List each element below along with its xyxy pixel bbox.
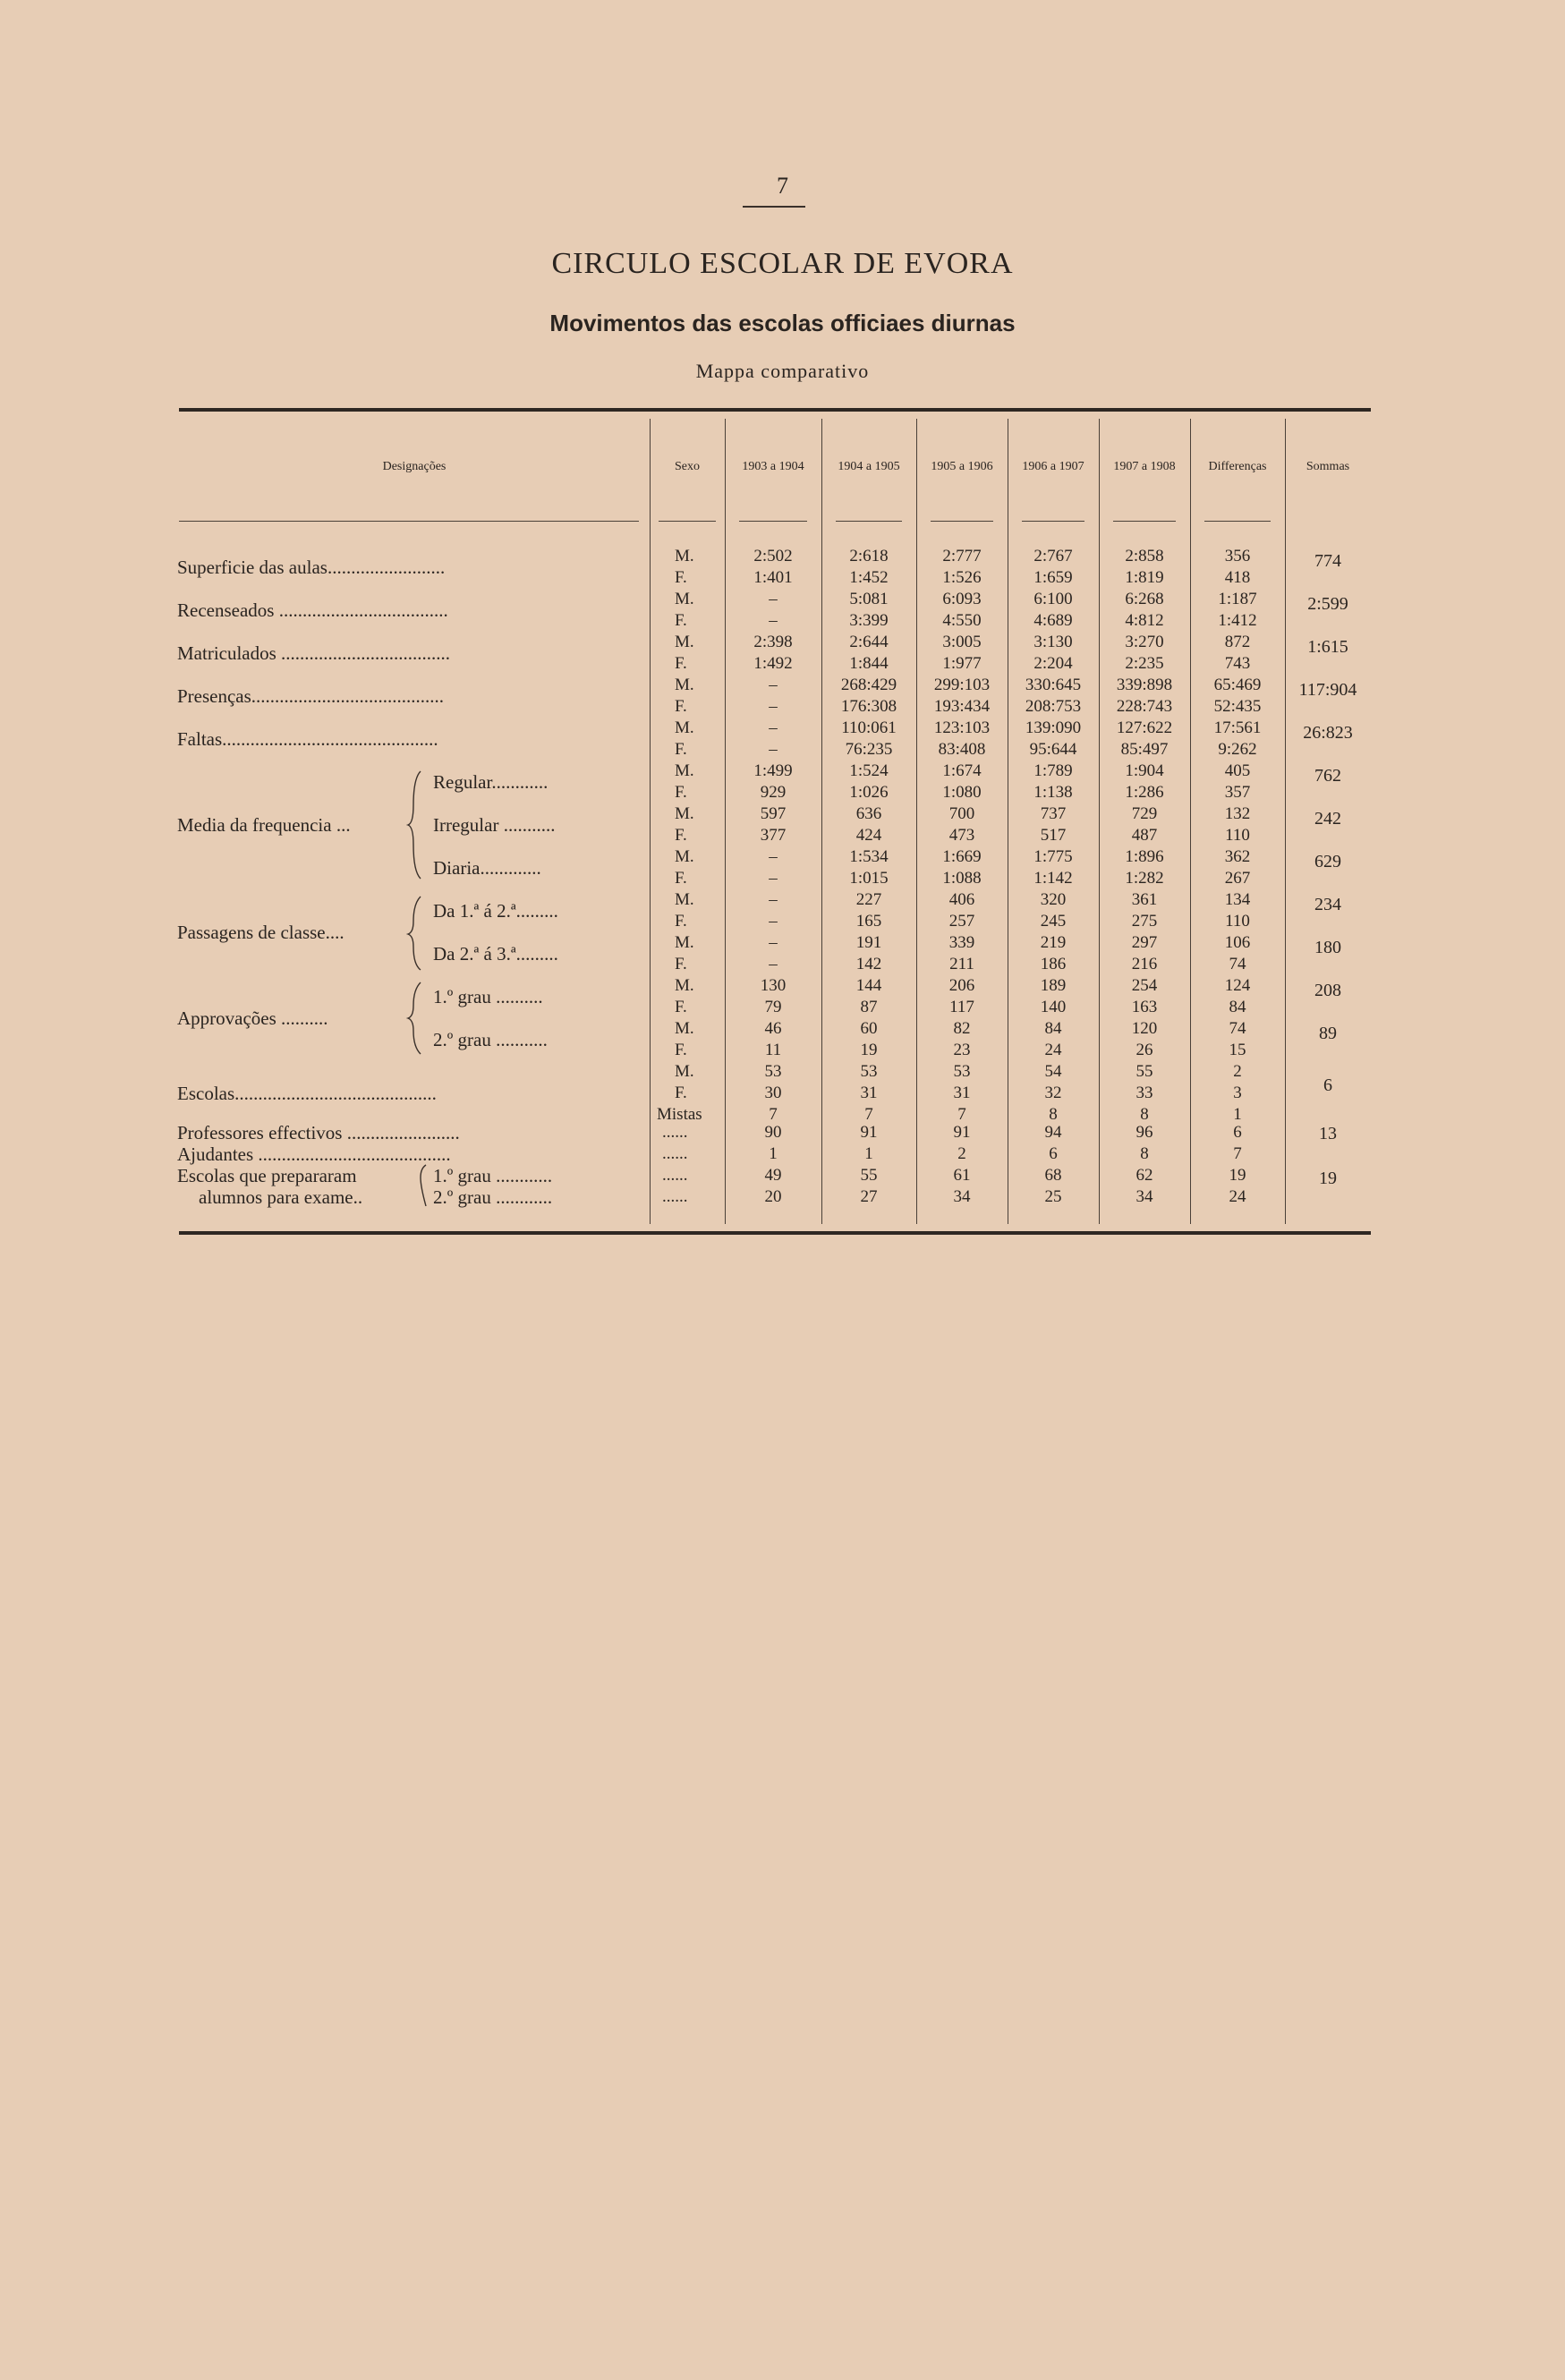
table-cell: 191 [855, 933, 882, 952]
somma-cell: 1:615 [1307, 637, 1348, 657]
difference-cell: 74 [1229, 955, 1246, 973]
table-cell: 2:618 [849, 547, 889, 565]
table-cell: 257 [948, 912, 975, 931]
table-cell: 1:896 [1125, 847, 1164, 866]
sex-cell: F. [675, 912, 687, 931]
row-label-professores: Professores effectivos ........................ [177, 1122, 460, 1143]
table-cell: 2:644 [849, 633, 889, 651]
table-cell: 55 [1135, 1062, 1153, 1081]
table-caption: Mappa comparativo [695, 360, 870, 382]
table-cell: 79 [764, 998, 782, 1016]
somma-cell: 117:904 [1298, 680, 1357, 700]
sex-cell: F. [675, 1084, 687, 1102]
table-cell: 7 [769, 1105, 778, 1124]
somma-cell: 26:823 [1303, 723, 1353, 743]
table-cell: 91 [953, 1123, 971, 1142]
table-cell: 299:103 [933, 676, 991, 694]
table-cell: 6 [1049, 1144, 1058, 1163]
table-cell: 23 [953, 1041, 971, 1059]
table-cell: 53 [953, 1062, 971, 1081]
table-cell: 193:434 [933, 697, 991, 716]
table-cell: 61 [953, 1166, 971, 1185]
table-cell: 1:088 [942, 869, 982, 888]
table-cell: 1:526 [942, 568, 982, 587]
table-cell: 729 [1131, 804, 1158, 823]
table-cell: 3:270 [1125, 633, 1164, 651]
difference-cell: 6 [1233, 1123, 1242, 1142]
header-year: 1906 a 1907 [1022, 460, 1084, 473]
table-cell: 11 [764, 1041, 782, 1059]
sex-cell: F. [675, 568, 687, 587]
table-cell: 26 [1135, 1041, 1153, 1059]
sex-cell: ...... [662, 1123, 688, 1142]
table-cell: 62 [1135, 1166, 1153, 1185]
difference-cell: 110 [1225, 912, 1250, 931]
table-cell: 8 [1049, 1105, 1058, 1124]
difference-cell: 110 [1225, 826, 1250, 845]
row-label-da1a2: Da 1.ª á 2.ª......... [433, 900, 558, 922]
table-cell: 46 [764, 1019, 782, 1038]
sex-cell: M. [675, 718, 694, 737]
sex-cell: F. [675, 654, 687, 673]
table-cell: 96 [1135, 1123, 1153, 1142]
sex-cell: F. [675, 783, 687, 802]
table-cell: 254 [1131, 976, 1158, 995]
table-cell: 60 [860, 1019, 878, 1038]
table-cell: 87 [860, 998, 878, 1016]
sex-cell: M. [675, 547, 694, 565]
table-cell: 339:898 [1116, 676, 1173, 694]
header-sexo: Sexo [675, 460, 700, 473]
table-cell: 487 [1131, 826, 1158, 845]
sex-cell: F. [675, 697, 687, 716]
table-cell: – [769, 697, 778, 716]
table-cell: 84 [1044, 1019, 1062, 1038]
table-cell: 1:026 [849, 783, 889, 802]
table-cell: 6:268 [1125, 590, 1164, 608]
table-cell: 163 [1131, 998, 1158, 1016]
table-cell: 144 [855, 976, 882, 995]
difference-cell: 106 [1224, 933, 1251, 952]
table-cell: – [769, 912, 778, 931]
sex-cell: M. [675, 847, 694, 866]
table-cell: 517 [1040, 826, 1067, 845]
sex-cell: M. [675, 890, 694, 909]
somma-cell: 234 [1314, 895, 1341, 914]
sex-cell: M. [675, 933, 694, 952]
table-cell: 110:061 [841, 718, 897, 737]
table-cell: 120 [1131, 1019, 1158, 1038]
somma-cell: 19 [1319, 1169, 1337, 1188]
row-label-recenseados: Recenseados .................................... [177, 599, 448, 621]
somma-cell: 208 [1314, 981, 1341, 1000]
difference-cell: 74 [1229, 1019, 1246, 1038]
table-cell: 1:534 [849, 847, 889, 866]
table-cell: 2:767 [1033, 547, 1073, 565]
somma-cell: 13 [1319, 1124, 1337, 1143]
table-cell: 4:550 [942, 611, 982, 630]
table-cell: 1:401 [753, 568, 793, 587]
table-cell: 297 [1131, 933, 1158, 952]
table-cell: 139:090 [1025, 718, 1082, 737]
difference-cell: 743 [1224, 654, 1251, 673]
table-cell: 49 [764, 1166, 782, 1185]
table-cell: 19 [860, 1041, 878, 1059]
table-cell: 6:093 [942, 590, 982, 608]
table-cell: 130 [760, 976, 787, 995]
table-cell: 1:844 [849, 654, 889, 673]
sex-cell: M. [675, 633, 694, 651]
difference-cell: 357 [1224, 783, 1251, 802]
table-cell: 8 [1140, 1144, 1149, 1163]
row-label-approvacoes: Approvações .......... [177, 1007, 328, 1029]
difference-cell: 17:561 [1213, 718, 1262, 737]
difference-cell: 132 [1224, 804, 1251, 823]
table-cell: 320 [1040, 890, 1067, 909]
table-cell: 33 [1135, 1084, 1153, 1102]
table-cell: 206 [948, 976, 975, 995]
table-cell: 208:753 [1025, 697, 1082, 716]
table-cell: – [769, 933, 778, 952]
table-cell: 424 [855, 826, 882, 845]
table-cell: 55 [860, 1166, 878, 1185]
table-cell: 1:499 [753, 761, 793, 780]
difference-cell: 7 [1233, 1144, 1242, 1163]
header-differencas: Differenças [1208, 460, 1267, 473]
table-cell: 3:130 [1033, 633, 1073, 651]
table-cell: 1:789 [1033, 761, 1073, 780]
table-cell: 140 [1040, 998, 1067, 1016]
sex-cell: M. [675, 761, 694, 780]
sex-cell: ...... [662, 1144, 688, 1163]
sex-cell: F. [675, 740, 687, 759]
page-title: CIRCULO ESCOLAR DE EVORA [551, 247, 1014, 280]
table-cell: 245 [1040, 912, 1067, 931]
difference-cell: 267 [1224, 869, 1251, 888]
table-cell: 27 [860, 1187, 878, 1206]
table-cell: 186 [1040, 955, 1067, 973]
table-cell: 216 [1131, 955, 1158, 973]
table-cell: 24 [1044, 1041, 1062, 1059]
sex-cell: M. [675, 1062, 694, 1081]
table-cell: 25 [1044, 1187, 1062, 1206]
row-label-da2a3: Da 2.ª á 3.ª......... [433, 943, 558, 965]
difference-cell: 405 [1224, 761, 1251, 780]
somma-cell: 242 [1314, 809, 1341, 829]
sex-cell: M. [675, 676, 694, 694]
row-label-escolas: Escolas........................................... [177, 1083, 437, 1104]
difference-cell: 19 [1229, 1166, 1246, 1185]
table-cell: 31 [860, 1084, 878, 1102]
difference-cell: 124 [1224, 976, 1251, 995]
table-cell: 76:235 [845, 740, 893, 759]
row-label-ajudantes: Ajudantes ......................................... [177, 1143, 451, 1165]
table-cell: 68 [1044, 1166, 1062, 1185]
table-cell: 2:502 [753, 547, 793, 565]
page-subtitle: Movimentos das escolas officiaes diurnas [549, 310, 1016, 336]
table-cell: 4:812 [1125, 611, 1164, 630]
table-cell: 929 [760, 783, 787, 802]
table-cell: 1:282 [1125, 869, 1164, 888]
table-cell: 2:204 [1033, 654, 1073, 673]
somma-cell: 180 [1314, 938, 1341, 957]
table-cell: – [769, 740, 778, 759]
row-label-passagens: Passagens de classe.... [177, 922, 344, 943]
header-year: 1905 a 1906 [931, 460, 993, 473]
table-cell: 228:743 [1116, 697, 1173, 716]
table-cell: 189 [1040, 976, 1067, 995]
table-cell: 30 [764, 1084, 782, 1102]
table-cell: 165 [855, 912, 882, 931]
header-sommas: Sommas [1306, 460, 1350, 473]
header-year: 1904 a 1905 [838, 460, 900, 473]
table-cell: 700 [948, 804, 975, 823]
row-label-escolas-prep: Escolas que prepararam [177, 1165, 357, 1186]
sex-cell: F. [675, 955, 687, 973]
table-cell: 1 [864, 1144, 873, 1163]
difference-cell: 1:187 [1218, 590, 1257, 608]
table-cell: 83:408 [938, 740, 986, 759]
table-cell: 1:904 [1125, 761, 1164, 780]
table-cell: 1:659 [1033, 568, 1073, 587]
table-cell: 1:138 [1033, 783, 1073, 802]
row-label-irregular: Irregular ........... [433, 814, 556, 836]
table-cell: 32 [1044, 1084, 1062, 1102]
table-cell: 2:777 [942, 547, 982, 565]
table-cell: 1:674 [942, 761, 982, 780]
table-cell: 1 [769, 1144, 778, 1163]
row-label-prep-grau2: 2.º grau ............ [433, 1186, 553, 1208]
table-cell: 1:524 [849, 761, 889, 780]
table-cell: 142 [855, 955, 882, 973]
sex-cell: F. [675, 998, 687, 1016]
table-cell: 117 [949, 998, 974, 1016]
table-cell: 219 [1040, 933, 1067, 952]
row-label-superficie: Superficie das aulas......................... [177, 557, 446, 578]
sex-cell: F. [675, 1041, 687, 1059]
table-cell: 211 [949, 955, 974, 973]
header-designacoes: Designações [382, 460, 447, 473]
page-number: 7 [777, 173, 788, 199]
table-cell: 90 [764, 1123, 782, 1142]
table-cell: 53 [860, 1062, 878, 1081]
difference-cell: 356 [1224, 547, 1251, 565]
difference-cell: 3 [1233, 1084, 1242, 1102]
sex-cell: ...... [662, 1166, 688, 1185]
table-cell: 377 [760, 826, 787, 845]
difference-cell: 9:262 [1218, 740, 1257, 759]
table-cell: 2:235 [1125, 654, 1164, 673]
table-cell: 636 [855, 804, 882, 823]
difference-cell: 2 [1233, 1062, 1242, 1081]
table-cell: 339 [948, 933, 975, 952]
table-cell: 1:669 [942, 847, 982, 866]
header-year: 1903 a 1904 [742, 460, 804, 473]
difference-cell: 418 [1224, 568, 1251, 587]
row-label-escolas-prep-cont: alumnos para exame.. [199, 1186, 363, 1208]
table-cell: – [769, 718, 778, 737]
difference-cell: 1 [1233, 1105, 1242, 1124]
sex-cell: ...... [662, 1187, 688, 1206]
row-label-presencas: Presenças......................................... [177, 685, 445, 707]
table-cell: 31 [953, 1084, 971, 1102]
table-cell: 176:308 [840, 697, 897, 716]
table-cell: 127:622 [1116, 718, 1173, 737]
sex-cell: M. [675, 1019, 694, 1038]
table-cell: 1:142 [1033, 869, 1073, 888]
table-cell: 123:103 [933, 718, 991, 737]
sex-cell: F. [675, 826, 687, 845]
table-cell: – [769, 611, 778, 630]
sex-cell: F. [675, 611, 687, 630]
table-cell: – [769, 890, 778, 909]
table-cell: 6:100 [1033, 590, 1073, 608]
table-cell: 4:689 [1033, 611, 1073, 630]
table-cell: 95:644 [1029, 740, 1077, 759]
table-cell: 8 [1140, 1105, 1149, 1124]
table-cell: 2:858 [1125, 547, 1164, 565]
table-cell: 1:452 [849, 568, 889, 587]
somma-cell: 762 [1314, 766, 1341, 786]
difference-cell: 52:435 [1213, 697, 1262, 716]
sex-cell: M. [675, 804, 694, 823]
table-cell: 34 [1135, 1187, 1153, 1206]
table-cell: 275 [1131, 912, 1158, 931]
table-cell: 737 [1040, 804, 1067, 823]
difference-cell: 15 [1229, 1041, 1246, 1059]
sex-cell: F. [675, 869, 687, 888]
table-cell: 34 [953, 1187, 971, 1206]
somma-cell: 774 [1314, 551, 1341, 571]
table-cell: – [769, 590, 778, 608]
somma-cell: 629 [1314, 852, 1341, 871]
table-cell: 406 [948, 890, 975, 909]
difference-cell: 362 [1224, 847, 1251, 866]
table-cell: 1:015 [849, 869, 889, 888]
row-label-faltas: Faltas.............................................. [177, 728, 438, 750]
table-cell: 85:497 [1120, 740, 1169, 759]
header-year: 1907 a 1908 [1113, 460, 1176, 473]
table-cell: 20 [764, 1187, 782, 1206]
table-cell: 3:399 [849, 611, 889, 630]
table-cell: 1:286 [1125, 783, 1164, 802]
sex-cell: M. [675, 976, 694, 995]
table-cell: 2 [957, 1144, 966, 1163]
table-cell: – [769, 955, 778, 973]
table-cell: – [769, 869, 778, 888]
row-label-media: Media da frequencia ... [177, 814, 351, 836]
row-label-diaria: Diaria............. [433, 857, 541, 879]
somma-cell: 6 [1323, 1075, 1332, 1095]
table-cell: 1:492 [753, 654, 793, 673]
table-cell: – [769, 847, 778, 866]
row-label-matriculados: Matriculados .................................... [177, 642, 451, 664]
table-cell: 597 [760, 804, 787, 823]
table-cell: – [769, 676, 778, 694]
difference-cell: 872 [1224, 633, 1251, 651]
table-cell: 91 [860, 1123, 878, 1142]
row-label-grau1: 1.º grau .......... [433, 986, 543, 1007]
table-cell: 54 [1044, 1062, 1062, 1081]
difference-cell: 65:469 [1213, 676, 1262, 694]
row-label-prep-grau1: 1.º grau ............ [433, 1165, 553, 1186]
sex-cell: M. [675, 590, 694, 608]
row-label-regular: Regular............ [433, 771, 549, 793]
somma-cell: 89 [1319, 1024, 1337, 1043]
table-cell: 1:775 [1033, 847, 1073, 866]
difference-cell: 134 [1224, 890, 1251, 909]
difference-cell: 1:412 [1218, 611, 1257, 630]
table-cell: 268:429 [840, 676, 897, 694]
table-cell: 82 [953, 1019, 971, 1038]
table-cell: 330:645 [1025, 676, 1082, 694]
table-cell: 7 [864, 1105, 873, 1124]
table-cell: 1:977 [942, 654, 982, 673]
table-cell: 53 [764, 1062, 782, 1081]
table-cell: 1:080 [942, 783, 982, 802]
sex-cell: Mistas [657, 1105, 702, 1124]
table-cell: 473 [948, 826, 975, 845]
table-cell: 2:398 [753, 633, 793, 651]
table-cell: 1:819 [1125, 568, 1164, 587]
table-cell: 361 [1131, 890, 1158, 909]
difference-cell: 84 [1229, 998, 1246, 1016]
difference-cell: 24 [1229, 1187, 1246, 1206]
row-label-grau2: 2.º grau ........... [433, 1029, 548, 1050]
somma-cell: 2:599 [1307, 594, 1348, 614]
table-cell: 227 [855, 890, 882, 909]
table-cell: 5:081 [849, 590, 889, 608]
table-cell: 3:005 [942, 633, 982, 651]
table-cell: 7 [957, 1105, 966, 1124]
table-cell: 94 [1044, 1123, 1062, 1142]
